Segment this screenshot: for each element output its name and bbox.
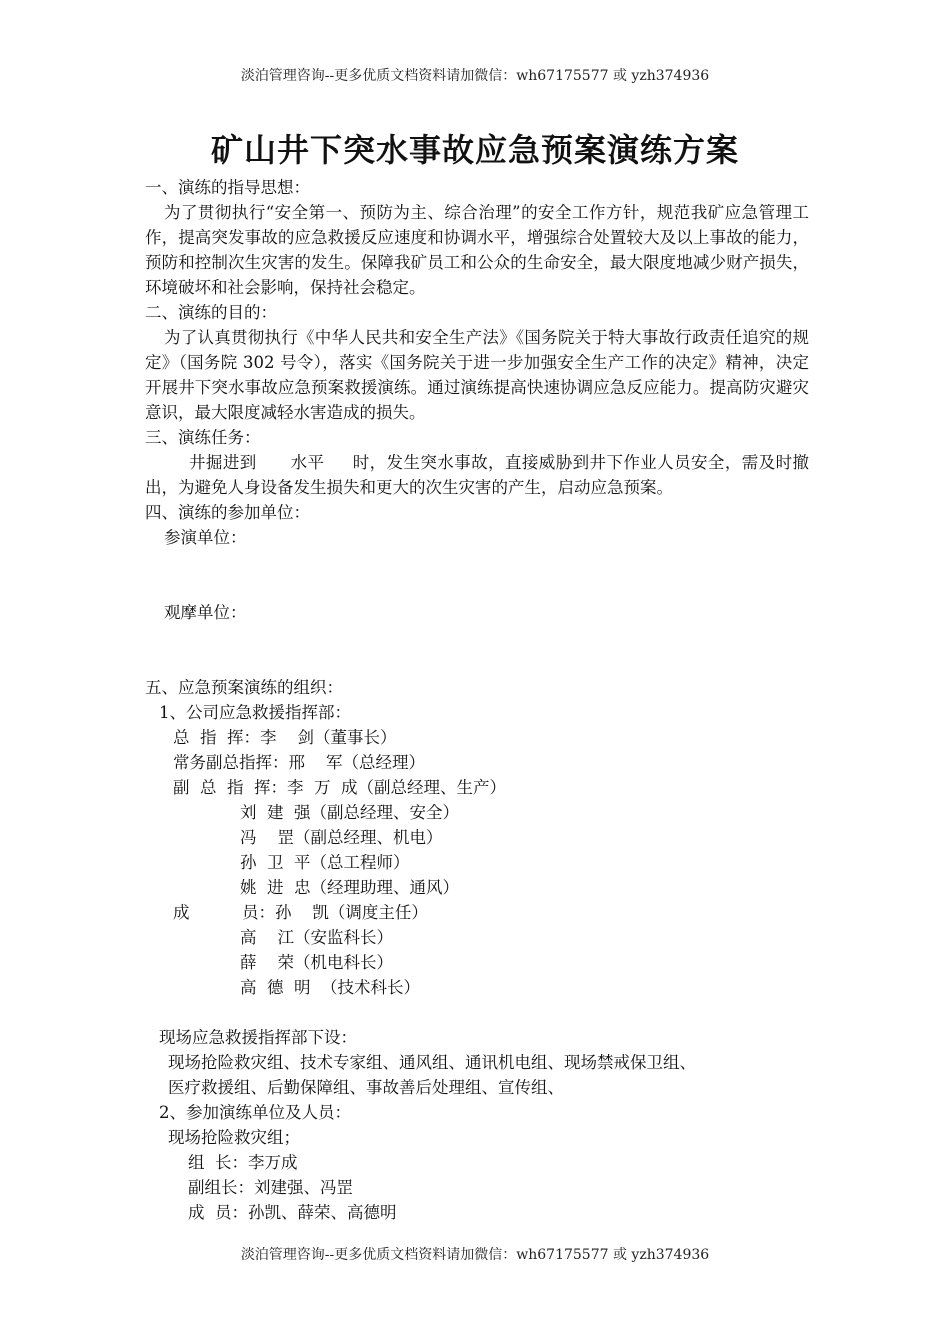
page-header: 淡泊管理咨询--更多优质文档资料请加微信：wh67175577 或 yzh374936: [240, 68, 710, 84]
deputy-entry: 姚 进 忠（经理助理、通风）: [240, 878, 459, 897]
groups-line-1: 现场抢险救灾组、技术专家组、通风组、通讯机电组、现场禁戒保卫组、: [168, 1053, 696, 1072]
member-line: 成 员：孙 凯（调度主任）: [173, 903, 428, 922]
section-4-heading: 四、演练的参加单位：: [145, 503, 310, 522]
observer-units-label: 观摩单位：: [164, 603, 247, 622]
member-entry: 薛 荣（机电科长）: [240, 953, 393, 972]
section-3-text: 井掘进到 水平 时，发生突水事故，直接威胁到井下作业人员安全，需及时撤出，为避免人身设备发生损失和更大的次生灾害的产生，启动应急预案。: [145, 453, 809, 497]
member-entry: 高 江（安监科长）: [240, 928, 393, 947]
deputy-line: 副 总 指 挥：李 万 成（副总经理、生产）: [173, 778, 506, 797]
section-2-heading: 二、演练的目的：: [145, 303, 277, 322]
document-body: [145, 175, 809, 1225]
deputy-entry: 冯 罡（副总经理、机电）: [240, 828, 443, 847]
onsite-command-heading: 现场应急救援指挥部下设：: [159, 1028, 357, 1047]
subsection-1-heading: 1、公司应急救援指挥部：: [159, 703, 351, 722]
groups-line-2: 医疗救援组、后勤保障组、事故善后处理组、宣传组、: [168, 1078, 564, 1097]
section-3-heading: 三、演练任务：: [145, 428, 261, 447]
section-2-text: 为了认真贯彻执行《中华人民共和安全生产法》《国务院关于特大事故行政责任追究的规定》（国务院 302 号令），落实《国务院关于进一步加强安全生产工作的决定》精神，决定开展井下突水事故应急预案救援演练。通过演练提高快速协调应急反应能力。提高防灾避灾意识，最大限度减轻水害造成的损失。: [145, 328, 809, 422]
commander-line: 总 指 挥：李 剑（董事长）: [173, 728, 397, 747]
group-leader-line: 组 长：李万成: [188, 1153, 298, 1172]
page-footer: 淡泊管理咨询--更多优质文档资料请加微信：wh67175577 或 yzh374936: [240, 1247, 710, 1263]
section-1-text: 为了贯彻执行“安全第一、预防为主、综合治理”的安全工作方针，规范我矿应急管理工作，提高突发事故的应急救援反应速度和协调水平，增强综合处置较大及以上事故的能力，预防和控制次生灾害的发生。保障我矿员工和公众的生命安全，最大限度地减少财产损失，环境破坏和社会影响，保持社会稳定。: [145, 203, 809, 297]
rescue-group-heading: 现场抢险救灾组；: [168, 1128, 300, 1147]
exec-deputy-line: 常务副总指挥：邢 军（总经理）: [173, 753, 425, 772]
group-members-line: 成 员：孙凯、薛荣、高德明: [188, 1203, 397, 1222]
group-vice-leader-line: 副组长：刘建强、冯罡: [188, 1178, 353, 1197]
member-entry: 高 德 明 （技术科长）: [240, 978, 420, 997]
deputy-entry: 刘 建 强（副总经理、安全）: [240, 803, 459, 822]
subsection-2-heading: 2、参加演练单位及人员：: [159, 1103, 351, 1122]
section-1-heading: 一、演练的指导思想：: [145, 178, 310, 197]
participant-units-label: 参演单位：: [164, 528, 247, 547]
deputy-entry: 孙 卫 平（总工程师）: [240, 853, 410, 872]
section-5-heading: 五、应急预案演练的组织：: [145, 678, 343, 697]
document-title: 矿山井下突水事故应急预案演练方案: [210, 131, 739, 169]
